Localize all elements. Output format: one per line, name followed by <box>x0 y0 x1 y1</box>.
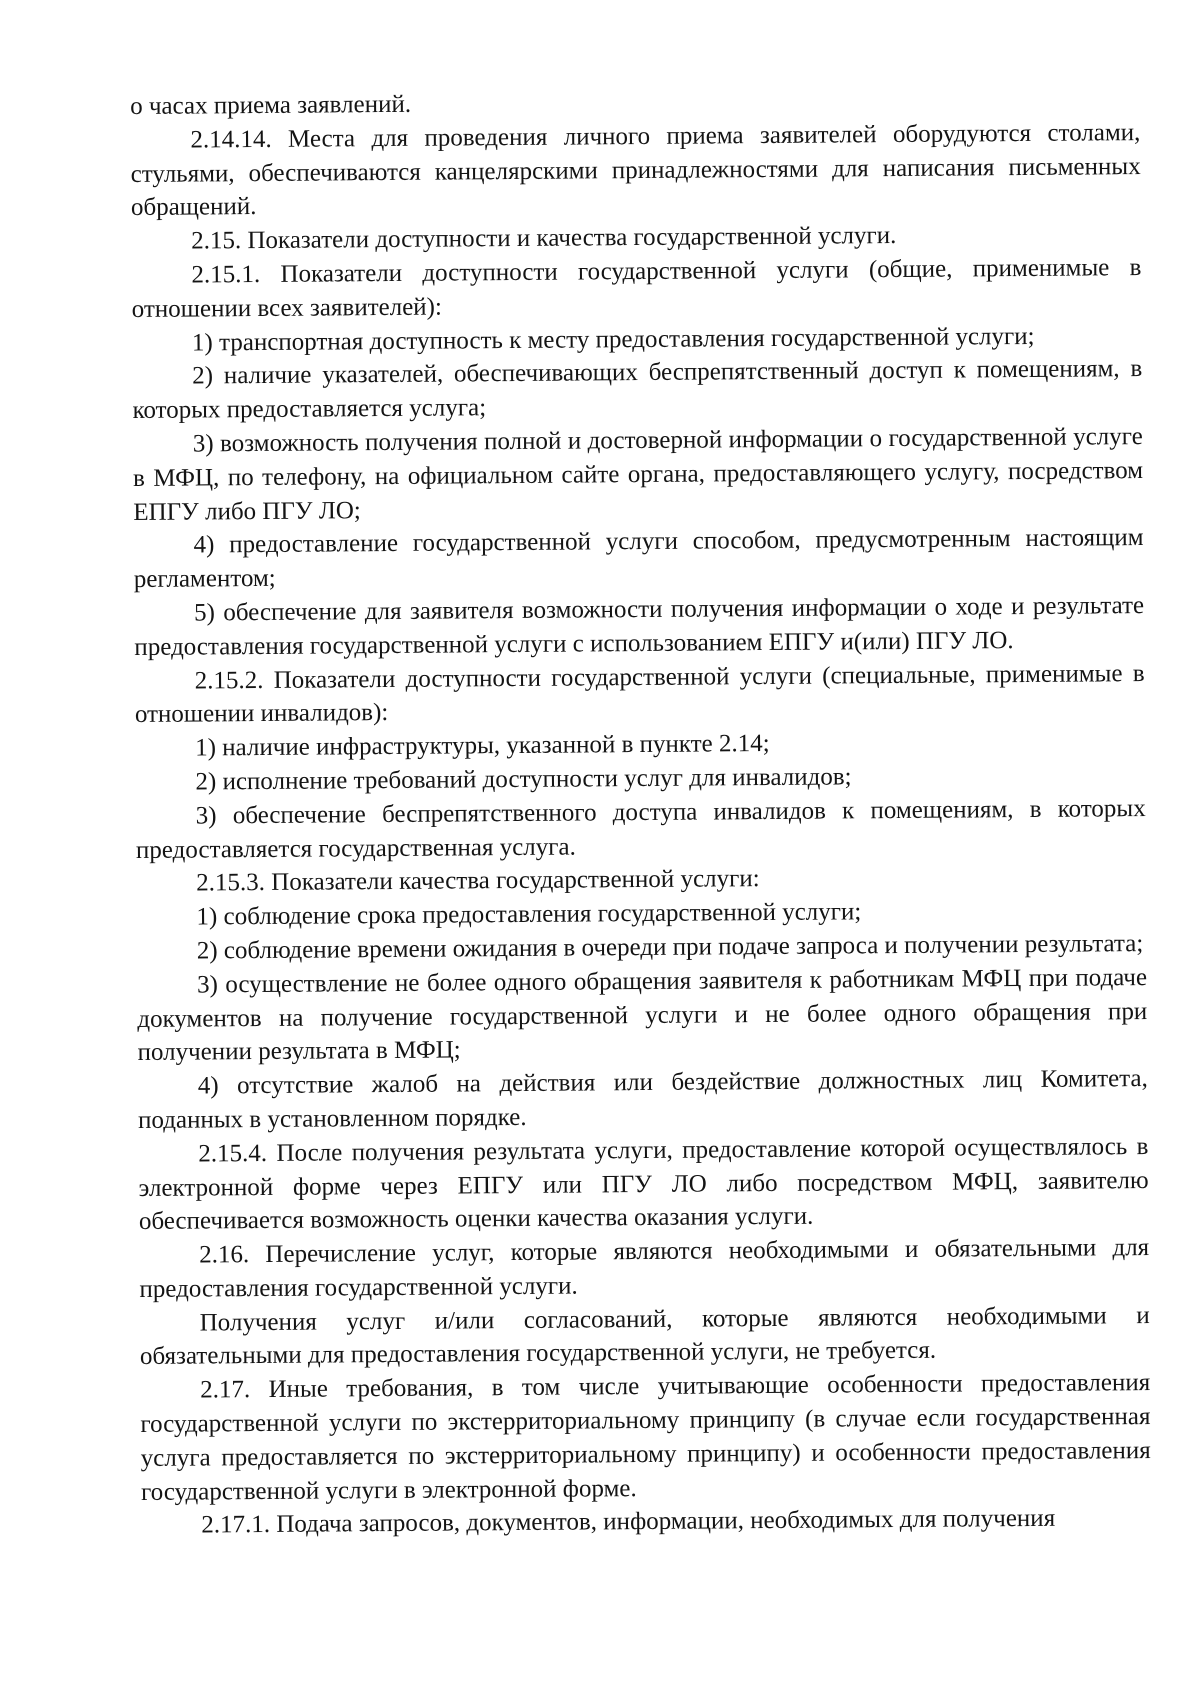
paragraph-2-15-3: 2.15.3. Показатели качества государственной услуги: <box>196 865 760 897</box>
list-item-2-15-1-1: 1) транспортная доступность к месту предоставления государственной услуги; <box>191 322 1035 357</box>
paragraph-2-16-text: Получения услуг и/или согласований, которые являются необходимыми и обязательными для предоставления государственной услуги, не требуется. <box>139 1301 1150 1371</box>
list-item-2-15-3-2: 2) соблюдение времени ожидания в очереди при подаче запроса и получении результата; <box>196 929 1144 965</box>
paragraph-2-17: 2.17. Иные требования, в том числе учитывающие особенности предоставления государственной услуги по экстерриториальному принципу (в случае если государственная услуга предоставляется по экстерриториальному принципу) и особенности предоставления государственной услуги в электронной форме. <box>140 1369 1151 1506</box>
paragraph-2-16: 2.16. Перечисление услуг, которые являются необходимыми и обязательными для предоставления государственной услуги. <box>139 1234 1150 1303</box>
list-item-2-15-3-4: 4) отсутствие жалоб на действия или бездействие должностных лиц Комитета, поданных в установленном порядке. <box>137 1065 1148 1134</box>
list-item-2-15-1-2: 2) наличие указателей, обеспечивающих беспрепятственный доступ к помещениям, в которых предоставляется услуга; <box>132 355 1143 425</box>
document-body <box>130 82 1151 1543</box>
paragraph-2-15-2: 2.15.2. Показатели доступности государственной услуги (специальные, применимые в отношении инвалидов): <box>134 659 1145 729</box>
paragraph-2-15: 2.15. Показатели доступности и качества государственной услуги. <box>191 222 897 255</box>
paragraph-continuation: о часах приема заявлений. <box>130 90 412 120</box>
paragraph-2-15-1: 2.15.1. Показатели доступности государственной услуги (общие, применимые в отношении всех заявителей): <box>131 254 1142 323</box>
paragraph-2-15-4: 2.15.4. После получения результата услуги, предоставление которой осуществлялось в электронной форме через ЕПГУ или ПГУ ЛО либо посредством МФЦ, заявителю обеспечивается возможность оценки качества оказания услуги. <box>138 1132 1149 1236</box>
list-item-2-15-3-3: 3) осуществление не более одного обращения заявителя к работникам МФЦ при подаче документов на получение государственной услуги и не более одного обращения при получении результата в МФЦ; <box>137 963 1148 1067</box>
list-item-2-15-1-3: 3) возможность получения полной и достоверной информации о государственной услуге в МФЦ, по телефону, на официальном сайте органа, предоставляющего услугу, посредством ЕПГУ либо ПГУ ЛО; <box>132 423 1144 526</box>
list-item-2-15-2-3: 3) обеспечение беспрепятственного доступа инвалидов к помещениям, в которых предоставляется государственная услуга. <box>135 794 1146 864</box>
list-item-2-15-2-2: 2) исполнение требований доступности услуг для инвалидов; <box>195 763 852 796</box>
list-item-2-15-1-4: 4) предоставление государственной услуги способом, предусмотренным настоящим регламентом; <box>133 524 1144 594</box>
list-item-2-15-1-5: 5) обеспечение для заявителя возможности получения информации о ходе и результате предоставления государственной услуги с использованием ЕПГУ и(или) ПГУ ЛО. <box>134 592 1145 661</box>
list-item-2-15-3-1: 1) соблюдение срока предоставления государственной услуги; <box>196 898 862 931</box>
paragraph-2-17-1: 2.17.1. Подача запросов, документов, информации, необходимых для получения <box>201 1505 1056 1539</box>
list-item-2-15-2-1: 1) наличие инфраструктуры, указанной в пункте 2.14; <box>195 730 770 762</box>
paragraph-2-14-14: 2.14.14. Места для проведения личного приема заявителей оборудуются столами, стульями, обеспечиваются канцелярскими принадлежностями для написания письменных обращений. <box>130 118 1141 222</box>
